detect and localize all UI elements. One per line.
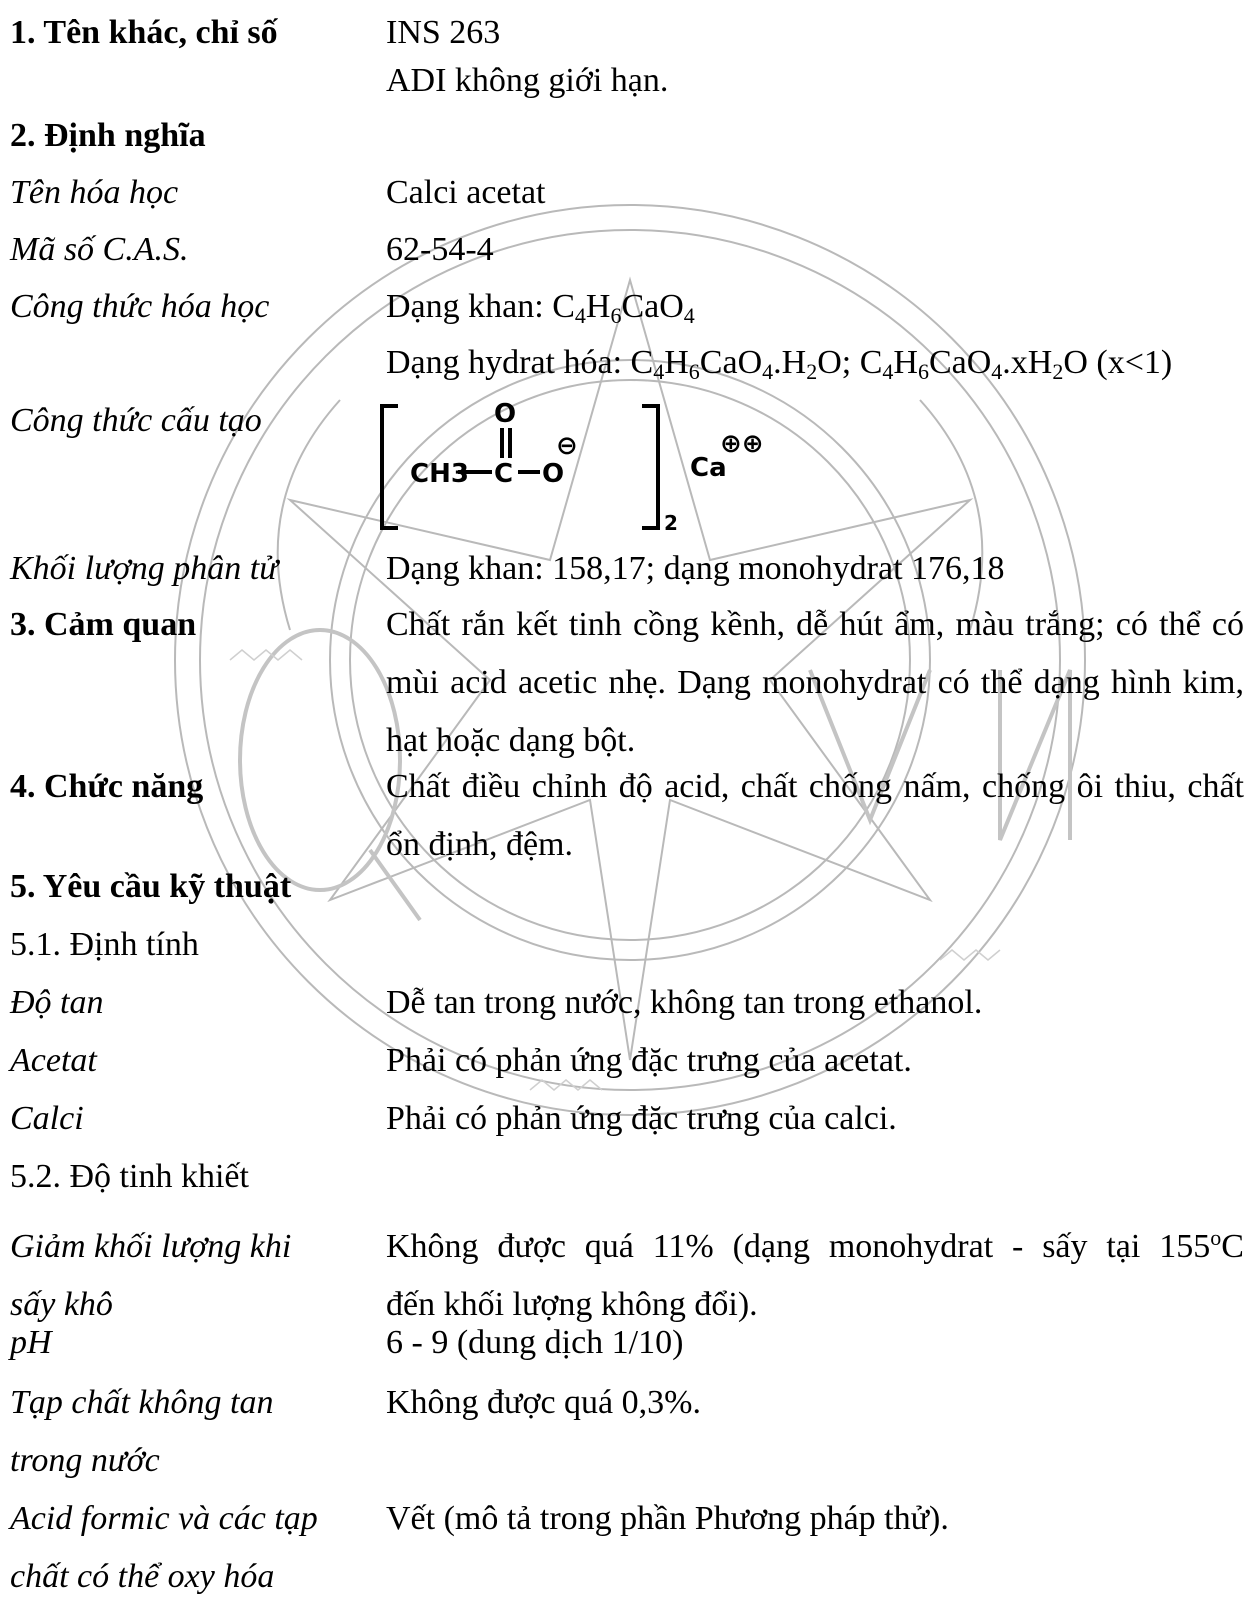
solubility-label: Độ tan <box>10 984 104 1021</box>
lod-label: Giảm khối lượng khi sấy khô <box>10 1228 292 1323</box>
section-5-heading: 5. Yêu cầu kỹ thuật <box>10 868 292 905</box>
chem-name-value: Calci acetat <box>386 174 546 211</box>
struct-charge: ⊕⊕ <box>720 429 764 459</box>
structural-formula <box>380 400 800 540</box>
adi-value: ADI không giới hạn. <box>386 62 669 99</box>
section-1-label: 1. Tên khác, chỉ số <box>10 14 278 51</box>
calcium-label: Calci <box>10 1100 84 1137</box>
struct-subscript-2: 2 <box>664 511 678 535</box>
function-text: Chất điều chỉnh độ acid, chất chống nấm, chống ôi thiu, chất ổn định, đệm. <box>386 768 1244 863</box>
calcium-value: Phải có phản ứng đặc trưng của calci. <box>386 1100 897 1137</box>
insoluble-label: Tạp chất không tan trong nước <box>10 1384 274 1479</box>
section-3-label: 3. Cảm quan <box>10 606 197 643</box>
chem-name-label: Tên hóa học <box>10 174 179 211</box>
struct-label: Công thức cấu tạo <box>10 402 262 439</box>
subsection-5-2: 5.2. Độ tinh khiết <box>10 1158 249 1195</box>
cas-label: Mã số C.A.S. <box>10 231 189 268</box>
struct-o-top: O <box>494 400 517 429</box>
mw-label: Khối lượng phân tử <box>10 550 278 587</box>
section-4-label: 4. Chức năng <box>10 768 204 805</box>
cas-value: 62-54-4 <box>386 231 494 268</box>
struct-ch3: CH3 <box>410 459 469 489</box>
formic-value: Vết (mô tả trong phần Phương pháp thử). <box>386 1500 949 1537</box>
mw-value: Dạng khan: 158,17; dạng monohydrat 176,18 <box>386 550 1005 587</box>
section-2-heading: 2. Định nghĩa <box>10 117 206 154</box>
subsection-5-1: 5.1. Định tính <box>10 926 199 963</box>
acetate-value: Phải có phản ứng đặc trưng của acetat. <box>386 1042 912 1079</box>
formic-label: Acid formic và các tạp chất có thể oxy hóa <box>10 1500 318 1595</box>
sensory-text: Chất rắn kết tinh cồng kềnh, dễ hút ẩm, màu trắng; có thể có mùi acid acetic nhẹ. Dạng monohydrat có thể dạng hình kim, hạt hoặc dạng bột. <box>386 606 1244 759</box>
formula-label: Công thức hóa học <box>10 288 270 325</box>
solubility-value: Dễ tan trong nước, không tan trong ethanol. <box>386 984 983 1021</box>
struct-c: C <box>494 459 514 489</box>
struct-minus: ⊖ <box>556 431 578 461</box>
struct-ca: Ca <box>690 453 727 483</box>
insoluble-value: Không được quá 0,3%. <box>386 1384 701 1421</box>
formula-anhydrous: Dạng khan: $C_4H_6CaO_4$ <box>386 288 695 328</box>
formula-hydrate: Dạng hydrat hóa: $C_4H_6CaO_4.H_2O$; $C_4H_6CaO_4.xH_2O$ (x<1) <box>386 344 1173 384</box>
ins-number: INS 263 <box>386 14 501 51</box>
acetate-label: Acetat <box>10 1042 97 1079</box>
struct-o: O <box>542 459 565 489</box>
lod-value: Không được quá 11% (dạng monohydrat - sấy tại 155$^o$C đến khối lượng không đổi). <box>386 1225 1244 1323</box>
ph-label: pH <box>10 1324 52 1361</box>
ph-value: 6 - 9 (dung dịch 1/10) <box>386 1324 684 1361</box>
